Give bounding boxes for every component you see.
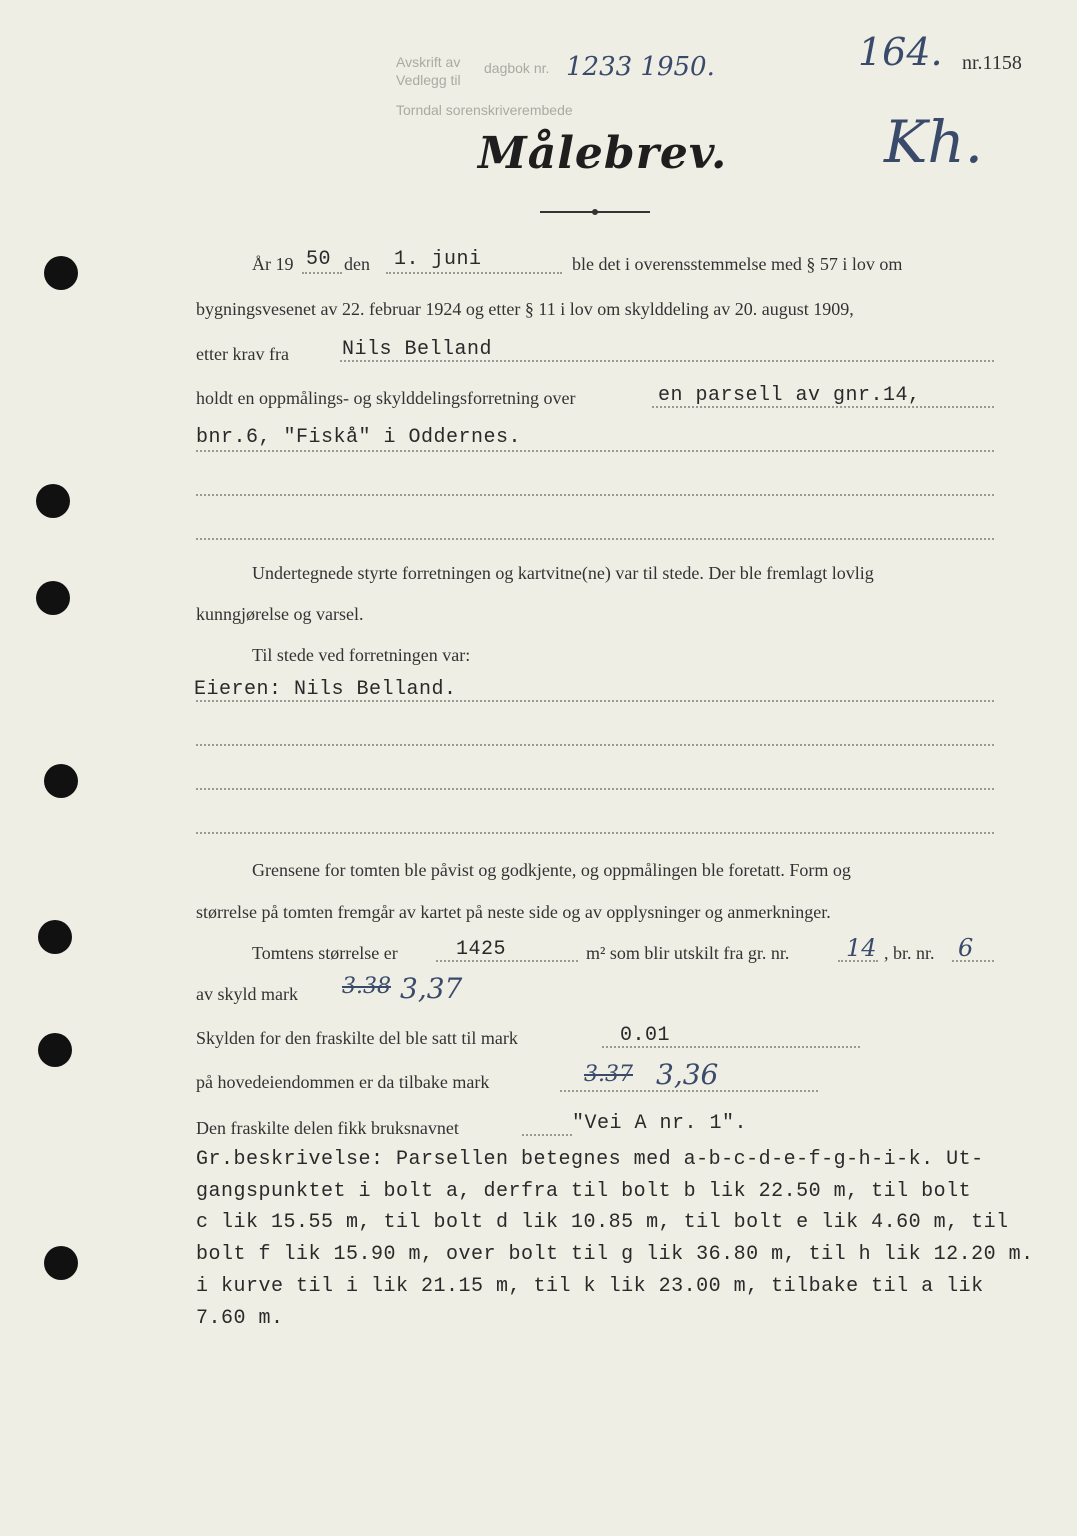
paragraph-text: bygningsvesenet av 22. februar 1924 og etter § 11 i lov om skylddeling av 20. august 1909, xyxy=(196,299,854,319)
description-line: 7.60 m. xyxy=(196,1307,284,1330)
punch-hole xyxy=(44,764,78,798)
bruks-label: Den fraskilte delen fikk bruksnavnet xyxy=(196,1118,459,1138)
punch-hole xyxy=(36,484,70,518)
initials-signature: Kh. xyxy=(884,108,984,176)
year-prefix: År 19 xyxy=(252,254,294,274)
stede-value: Eieren: Nils Belland. xyxy=(194,678,457,701)
description-line: gangspunktet i bolt a, derfra til bolt b lik 22.50 m, til bolt xyxy=(196,1180,972,1203)
dagbok-number: 1233 1950. xyxy=(566,52,715,82)
m2-text: m² som blir utskilt fra gr. nr. xyxy=(586,943,790,963)
punch-hole xyxy=(44,256,78,290)
faint-stamp-line: dagbok nr. xyxy=(484,60,550,76)
fraskilt-value: 0.01 xyxy=(620,1024,671,1047)
br-nr-value: 6 xyxy=(958,934,974,962)
punch-hole xyxy=(38,1033,72,1067)
description-line: bolt f lik 15.90 m, over bolt til g lik 36.80 m, til h lik 12.20 m. xyxy=(196,1243,1034,1266)
skyld-struck-value: 3.38 xyxy=(342,974,391,999)
paragraph-text: størrelse på tomten fremgår av kartet på neste side og av opplysninger og anmerkninger. xyxy=(196,902,831,922)
gr-nr-value: 14 xyxy=(846,934,877,962)
hoved-label: på hovedeiendommen er da tilbake mark xyxy=(196,1072,490,1092)
den-label: den xyxy=(344,254,370,274)
property-line: bnr.6, "Fiskå" i Oddernes. xyxy=(196,426,522,449)
skyld-label: av skyld mark xyxy=(196,984,298,1004)
br-nr-text: , br. nr. xyxy=(884,943,935,963)
krav-label: etter krav fra xyxy=(196,344,289,364)
punch-hole xyxy=(44,1246,78,1280)
faint-stamp-line: Vedlegg til xyxy=(396,72,461,88)
paragraph-text: ble det i overensstemmelse med § 57 i lov om xyxy=(572,254,903,274)
page-title: Målebrev. xyxy=(478,128,728,179)
punch-hole xyxy=(36,581,70,615)
paragraph-text: kunngjørelse og varsel. xyxy=(196,604,364,624)
storrelse-value: 1425 xyxy=(456,938,507,961)
faint-stamp-line: Torndal sorenskriverembede xyxy=(396,102,573,118)
title-ornament xyxy=(540,206,650,218)
description-line: c lik 15.55 m, til bolt d lik 10.85 m, til bolt e lik 4.60 m, til xyxy=(196,1211,1009,1234)
holdt-value: en parsell av gnr.14, xyxy=(658,384,921,407)
date-value: 1. juni xyxy=(394,248,482,271)
punch-hole xyxy=(38,920,72,954)
bruks-value: "Vei A nr. 1". xyxy=(572,1112,748,1135)
hoved-struck-value: 3.37 xyxy=(584,1062,633,1087)
paragraph-text: Grensene for tomten ble påvist og godkjente, og oppmålingen ble foretatt. Form og xyxy=(252,860,851,880)
faint-stamp-line: Avskrift av xyxy=(396,54,461,70)
stede-label: Til stede ved forretningen var: xyxy=(252,645,471,665)
page-number: 164. xyxy=(858,30,943,74)
holdt-label: holdt en oppmålings- og skylddelingsforretning over xyxy=(196,388,576,408)
skyld-value: 3,37 xyxy=(400,972,463,1005)
paragraph-text: Undertegnede styrte forretningen og kartvitne(ne) var til stede. Der ble fremlagt lovlig xyxy=(252,563,874,583)
register-number: nr.1158 xyxy=(962,52,1022,74)
description-line: i kurve til i lik 21.15 m, til k lik 23.00 m, tilbake til a lik xyxy=(196,1275,984,1298)
storrelse-label: Tomtens størrelse er xyxy=(252,943,398,963)
krav-value: Nils Belland xyxy=(342,338,493,361)
fraskilt-label: Skylden for den fraskilte del ble satt til mark xyxy=(196,1028,518,1048)
year-value: 50 xyxy=(306,248,332,271)
description-line: Gr.beskrivelse: Parsellen betegnes med a-b-c-d-e-f-g-h-i-k. Ut- xyxy=(196,1148,984,1171)
hoved-value: 3,36 xyxy=(656,1058,719,1091)
